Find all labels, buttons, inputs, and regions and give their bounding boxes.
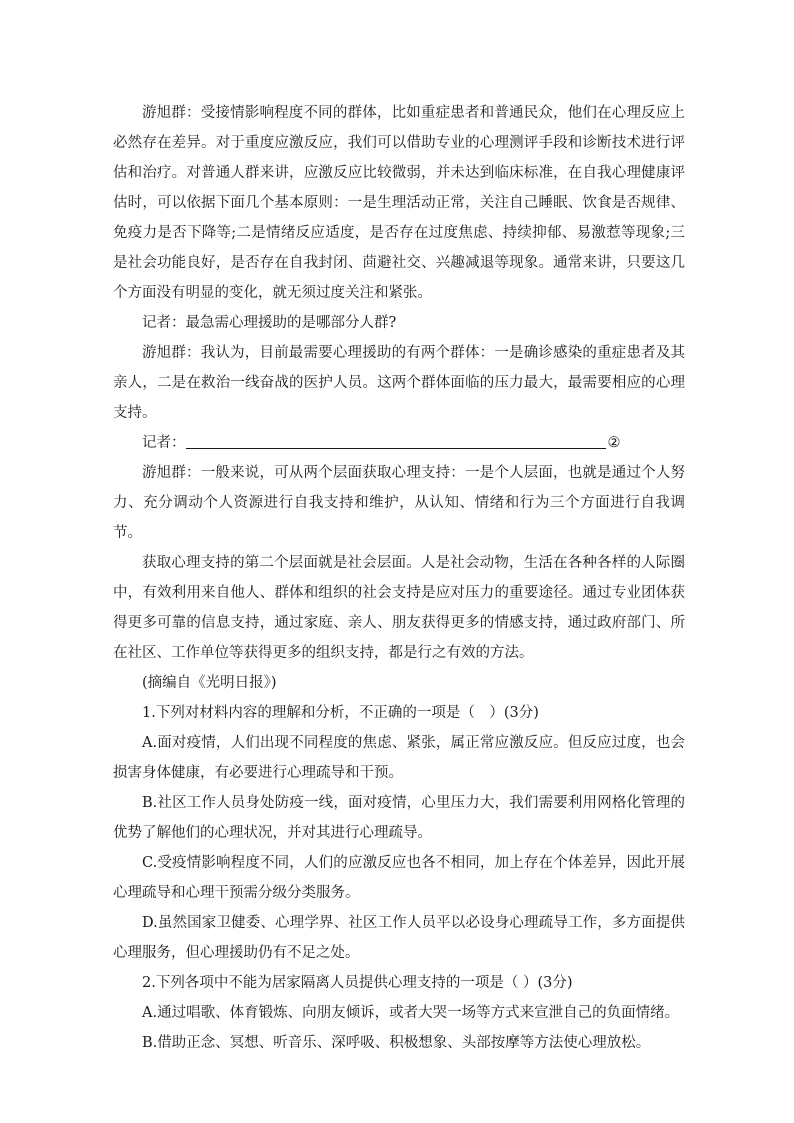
- paragraph-answer-1: 游旭群：受接情影响程度不同的群体，比如重症患者和普通民众，他们在心理反应上必然存在差异。对于重度应激反应，我们可以借助专业的心理测评手段和诊断技术进行评估和治疗。对普通人群来讲，应激反应比较微弱，并未达到临床标准，在自我心理健康评估时，可以依据下面几个基本原则：一是生理活动正常，关注自己睡眠、饮食是否规律、免疫力是否下降等;二是情绪反应适度，是否存在过度焦虑、持续抑郁、易激惹等现象;三是社会功能良好，是否存在自我封闭、茴避社交、兴趣减退等现象。通常来讲，只要这几个方面没有明显的变化，就无须过度关注和紧张。: [113, 105, 685, 301]
- paragraph-answer-2: 游旭群：我认为，目前最需要心理援助的有两个群体：一是确诊感染的重症患者及其亲人，二是在救治一线奋战的医护人员。这两个群体面临的压力最大，最需要相应的心理支持。: [113, 345, 685, 421]
- paragraph-answer-3: 游旭群：一般来说，可从两个层面获取心理支持：一是个人层面，也就是通过个人努力、充分调动个人资源进行自我支持和维护，从认知、情绪和行为三个方面进行自我调节。: [113, 465, 685, 541]
- question-2-option-b: B.借助正念、冥想、听音乐、深呼吸、积极想象、头部按摩等方法使心理放松。: [142, 1035, 651, 1051]
- question-2-option-a: A.通过唱歌、体育锻炼、向朋友倾诉，或者大哭一场等方式来宣泄自己的负面情绪。: [142, 1005, 680, 1021]
- fill-in-blank-line: [186, 430, 606, 449]
- paragraph-blank-question: [113, 428, 685, 458]
- question-2-stem: 2.下列各项中不能为居家隔离人员提供心理支持的一项是（ ）(3分): [142, 975, 573, 991]
- source-citation: (摘编自《光明日报》): [142, 675, 277, 691]
- question-1-option-d: D.虽然国家卫健委、心理学界、社区工作人员平以必设身心理疏导工作，多方面提供心理服务，但心理援助仍有不足之处。: [113, 915, 685, 961]
- article-body: [113, 98, 685, 1058]
- question-1-option-b: B.社区工作人员身处防疫一线，面对疫情，心里压力大，我们需要利用网格化管理的优势了解他们的心理状况，并对其进行心理疏导。: [113, 795, 685, 841]
- reporter-label: 记者：: [142, 435, 186, 451]
- question-1-option-c: C.受疫情影响程度不同，人们的应激反应也各不相同，加上存在个体差异，因此开展心理疏导和心理干预需分级分类服务。: [113, 855, 685, 901]
- blank-number-mark: ②: [607, 435, 621, 451]
- question-1-stem: 1.下列对材料内容的理解和分析，不正确的一项是（ ）(3分): [142, 705, 539, 721]
- question-1-option-a: A.面对疫情，人们出现不同程度的焦虑、紧张，属正常应激反应。但反应过度，也会损害身体健康，有必要进行心理疏导和干预。: [113, 735, 685, 781]
- paragraph-question-2: 记者：最急需心理援助的是哪部分人群?: [142, 315, 397, 331]
- paragraph-social-support: 获取心理支持的第二个层面就是社会层面。人是社会动物，生活在各种各样的人际圈中，有效利用来自他人、群体和组织的社会支持是应对压力的重要途径。通过专业团体获得更多可靠的信息支持，通过家庭、亲人、朋友获得更多的情感支持，通过政府部门、所在社区、工作单位等获得更多的组织支持，都是行之有效的方法。: [113, 555, 685, 661]
